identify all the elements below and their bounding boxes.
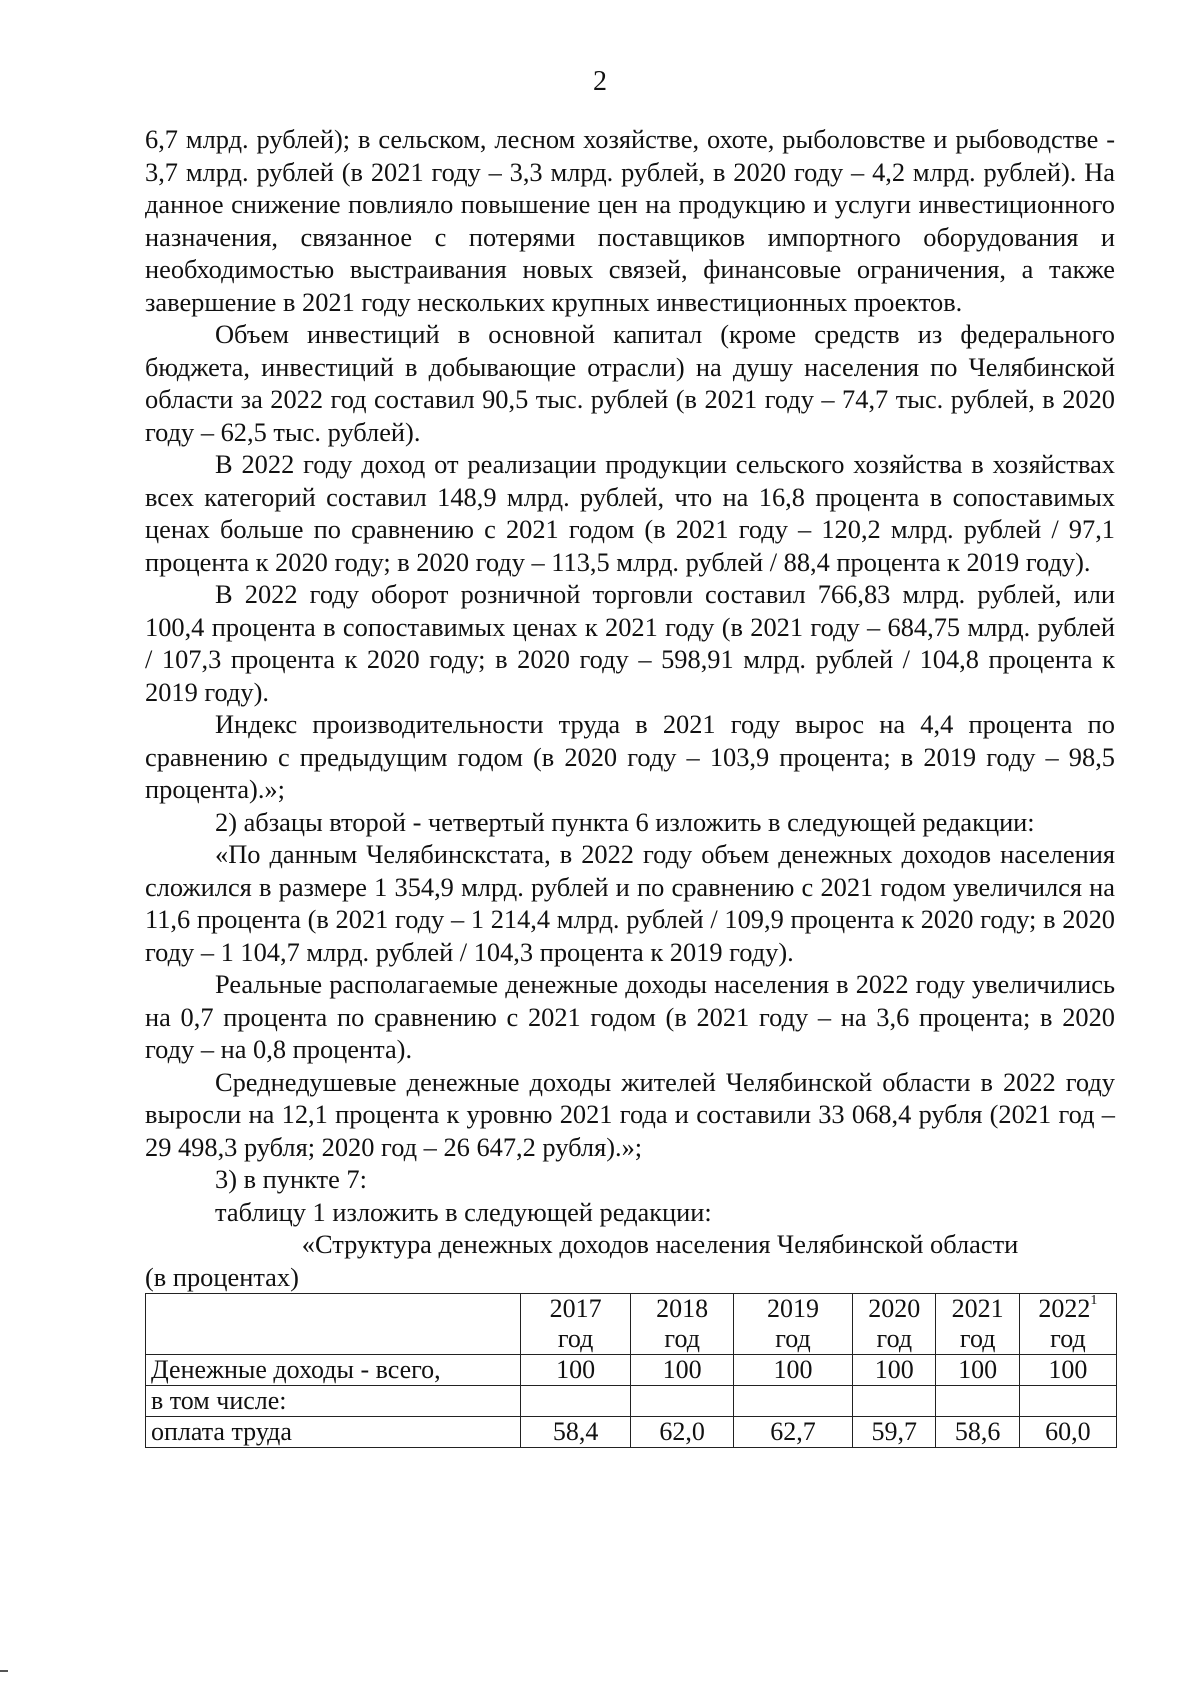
table-row-label: Денежные доходы - всего, — [146, 1355, 521, 1386]
footnote-marker: 1 — [1090, 1293, 1098, 1308]
table-cell — [1019, 1386, 1116, 1417]
table-row — [146, 1386, 1117, 1417]
paragraph-investment-sectors: 6,7 млрд. рублей); в сельском, лесном хозяйстве, охоте, рыболовстве и рыбоводстве - 3,7 млрд. рублей (в 2021 году – 3,3 млрд. рублей, в 2020 году – 4,2 млрд. рублей). На данное снижение повлияло повышение цен на продукцию и услуги инвестиционного назначения, связанное с потерями поставщиков импортного оборудования и необходимостью выстраивания новых связей, финансовые ограничения, а также завершение в 2021 году нескольких крупных инвестиционных проектов. — [145, 124, 1115, 317]
table-cell: 100 — [631, 1355, 733, 1386]
table-header-year: 2022 — [1038, 1294, 1091, 1323]
table-row-label: в том числе: — [146, 1386, 521, 1417]
table-header-cell — [936, 1294, 1019, 1355]
table-cell: 58,4 — [520, 1417, 631, 1448]
document-body — [145, 123, 1115, 1448]
paragraph-agriculture-income: В 2022 году доход от реализации продукции сельского хозяйства в хозяйствах всех категорий составил 148,9 млрд. рублей, что на 16,8 процента в сопоставимых ценах больше по сравнению с 2021 годом (в 2021 году – 120,2 млрд. рублей / 97,1 процента к 2020 году; в 2020 году – 113,5 млрд. рублей / 88,4 процента к 2019 году). — [145, 449, 1115, 577]
paragraph-table-intro: таблицу 1 изложить в следующей редакции: — [215, 1196, 712, 1227]
table-header-cell — [520, 1294, 631, 1355]
table-header-year: 2020 — [868, 1294, 921, 1323]
table-row — [146, 1417, 1117, 1448]
table-cell: 100 — [1019, 1355, 1116, 1386]
table-cell: 60,0 — [1019, 1417, 1116, 1448]
table-row-label: оплата труда — [146, 1417, 521, 1448]
table-header-year: 2021 — [951, 1294, 1004, 1323]
table-header-unit: год — [959, 1324, 996, 1353]
table-cell — [520, 1386, 631, 1417]
table-cell: 100 — [853, 1355, 936, 1386]
table-header-year: 2018 — [656, 1294, 709, 1323]
table-header-unit: год — [664, 1324, 700, 1353]
scan-edge-mark — [0, 1670, 8, 1672]
table-title: «Структура денежных доходов населения Челябинской области — [301, 1229, 1019, 1259]
table-row — [146, 1355, 1117, 1386]
paragraph-amendment-item-3: 3) в пункте 7: — [215, 1164, 367, 1194]
table-header-unit: год — [557, 1324, 594, 1353]
table-cell: 62,0 — [631, 1417, 733, 1448]
table-cell — [936, 1386, 1019, 1417]
table-cell: 59,7 — [853, 1417, 936, 1448]
paragraph-per-capita-income: Среднедушевые денежные доходы жителей Челябинской области в 2022 году выросли на 12,1 процента к уровню 2021 года и составили 33 068,4 рубля (2021 год – 29 498,3 рубля; 2020 год – 26 647,2 рубля).»; — [145, 1066, 1115, 1162]
table-header-cell — [1019, 1294, 1116, 1355]
table-units: (в процентах) — [145, 1261, 299, 1292]
table-header-unit: год — [876, 1324, 913, 1353]
table-cell: 100 — [733, 1355, 852, 1386]
table-header-cell — [853, 1294, 936, 1355]
table-cell — [853, 1386, 936, 1417]
table-cell: 58,6 — [936, 1417, 1019, 1448]
table-cell: 100 — [520, 1355, 631, 1386]
paragraph-real-income: Реальные располагаемые денежные доходы населения в 2022 году увеличились на 0,7 процента по сравнению с 2021 годом (в 2021 году – на 3,6 процента; в 2020 году – на 0,8 процента). — [145, 969, 1115, 1064]
paragraph-investment-per-capita: Объем инвестиций в основной капитал (кроме средств из федерального бюджета, инвестиций в добывающие отрасли) на душу населения по Челябинской области за 2022 год составил 90,5 тыс. рублей (в 2021 году – 74,7 тыс. рублей, в 2020 году – 62,5 тыс. рублей). — [145, 319, 1115, 447]
table-cell: 62,7 — [733, 1417, 852, 1448]
page-number: 2 — [593, 66, 607, 97]
table-header-cell — [631, 1294, 733, 1355]
table-header-empty-cell — [146, 1294, 521, 1355]
paragraph-amendment-item-2: 2) абзацы второй - четвертый пункта 6 изложить в следующей редакции: — [215, 806, 1035, 837]
table-header-unit: год — [775, 1324, 811, 1353]
table-cell — [733, 1386, 852, 1417]
table-cell — [631, 1386, 733, 1417]
paragraph-retail-turnover: В 2022 году оборот розничной торговли составил 766,83 млрд. рублей, или 100,4 процента в сопоставимых ценах к 2021 году (в 2021 году – 684,75 млрд. рублей / 107,3 процента к 2020 году; в 2020 году – 598,91 млрд. рублей / 104,8 процента к 2019 году). — [145, 579, 1115, 707]
income-structure-table — [145, 1293, 1117, 1448]
paragraph-cash-income: «По данным Челябинскстата, в 2022 году объем денежных доходов населения сложился в размере 1 354,9 млрд. рублей и по сравнению с 2021 годом увеличился на 11,6 процента (в 2021 году – 1 214,4 млрд. рублей / 109,9 процента к 2020 году; в 2020 году – 1 104,7 млрд. рублей / 104,3 процента к 2019 году). — [145, 839, 1115, 967]
table-header-year: 2019 — [766, 1294, 819, 1323]
paragraph-labor-productivity: Индекс производительности труда в 2021 году вырос на 4,4 процента по сравнению с предыдущим годом (в 2020 году – 103,9 процента; в 2019 году – 98,5 процента).»; — [145, 709, 1115, 804]
table-header-unit: год — [1050, 1324, 1086, 1353]
table-header-year: 2017 — [549, 1294, 602, 1323]
table-header-cell — [733, 1294, 852, 1355]
table-header-row — [146, 1294, 1117, 1355]
table-cell: 100 — [936, 1355, 1019, 1386]
